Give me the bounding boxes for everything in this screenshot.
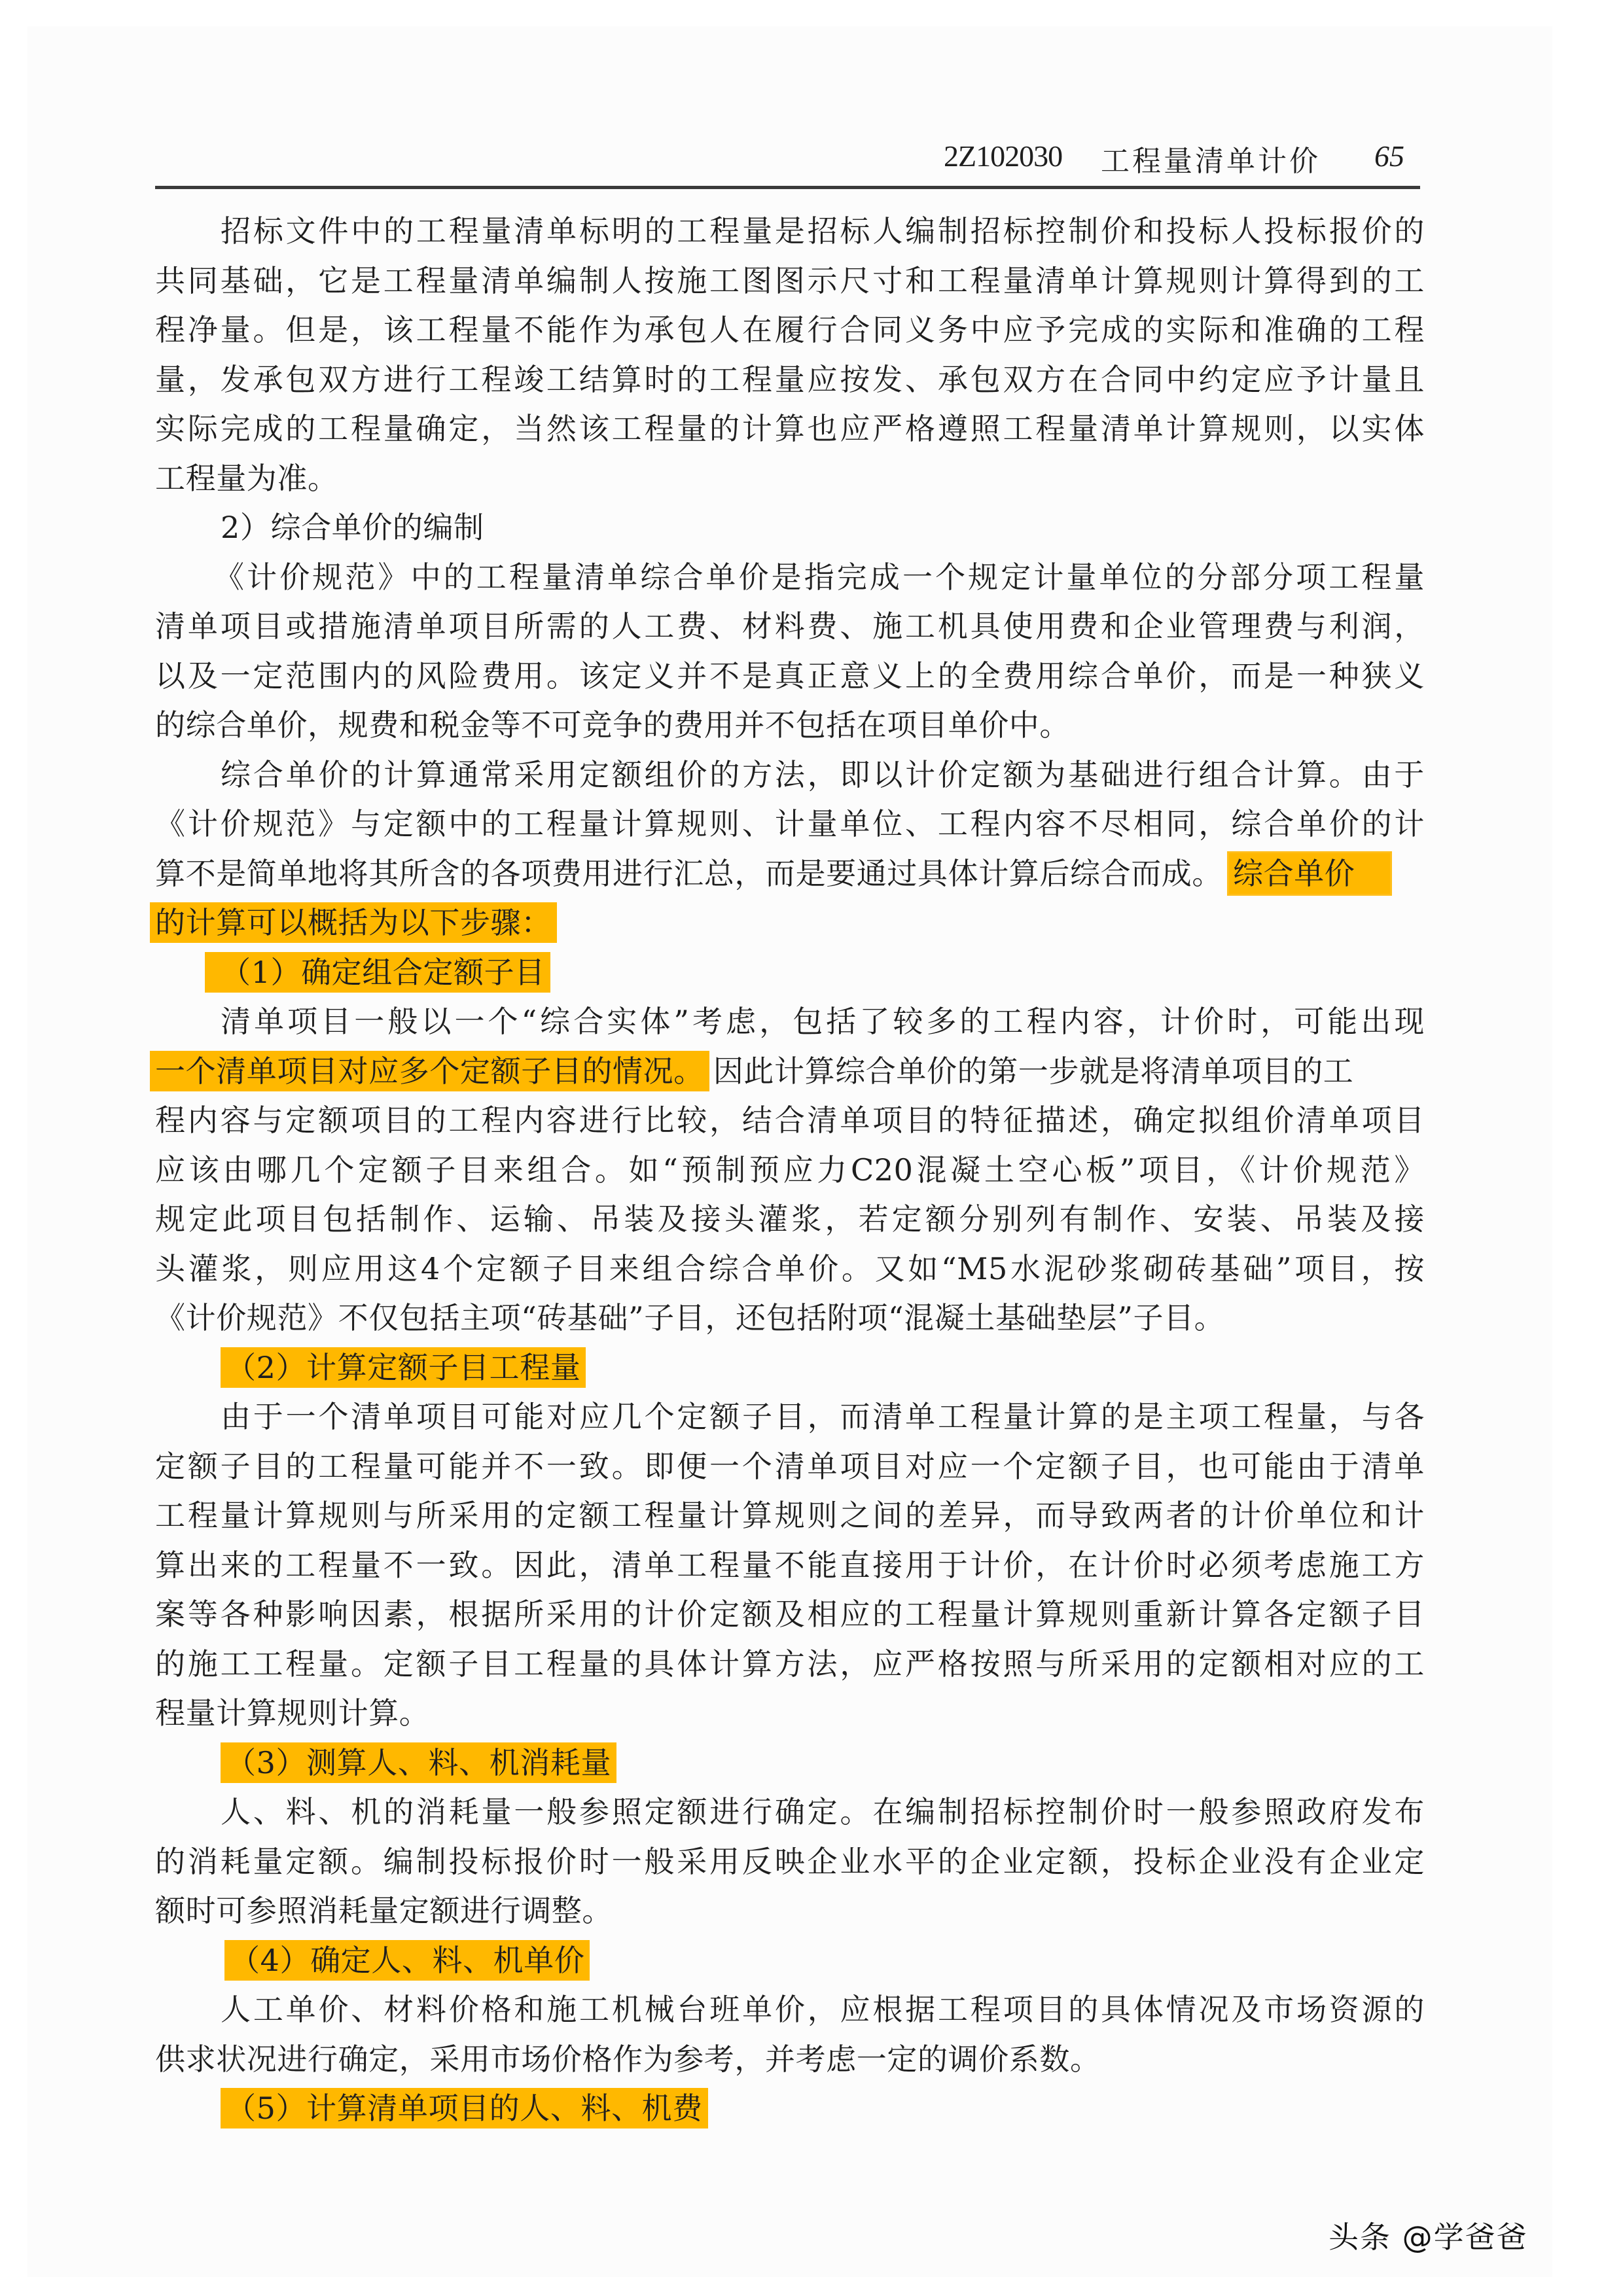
text-line: 定额子目的工程量可能并不一致。即便一个清单项目对应一个定额子目，也可能由于清单 [155, 1448, 1425, 1484]
text-line: 规定此项目包括制作、运输、吊装及接头灌浆，若定额分别列有制作、安装、吊装及接 [155, 1201, 1425, 1237]
text-line: 工程量为准。 [155, 460, 338, 496]
highlighted-text: 综合单价 [1229, 853, 1390, 894]
text-line: 算出来的工程量不一致。因此，清单工程量不能直接用于计价，在计价时必须考虑施工方 [155, 1547, 1425, 1583]
text-line: 人工单价、材料价格和施工机械台班单价，应根据工程项目的具体情况及市场资源的 [221, 1992, 1425, 2027]
text-line: 供求状况进行确定，采用市场价格作为参考，并考虑一定的调价系数。 [155, 2041, 1101, 2077]
text-line [155, 1047, 1425, 1097]
step-heading [155, 1739, 1425, 1788]
highlighted-heading: （5）计算清单项目的人、料、机费 [221, 2088, 708, 2128]
highlighted-heading: （4）确定人、料、机单价 [224, 1940, 590, 1981]
text-line: 量，发承包双方进行工程竣工结算时的工程量应按发、承包双方在合同中约定应予计量且 [155, 361, 1425, 397]
subheading: 2）综合单价的编制 [221, 510, 484, 545]
highlighted-heading: （2）计算定额子目工程量 [221, 1347, 586, 1388]
section-code: 2Z102030 [944, 139, 1063, 173]
highlighted-text: 一个清单项目对应多个定额子目的情况。 [150, 1051, 709, 1091]
section-title: 工程量清单计价 [1101, 145, 1321, 178]
step-heading [155, 1936, 1425, 1986]
text-line: 以及一定范围内的风险费用。该定义并不是真正意义上的全费用综合单价，而是一种狭义 [155, 658, 1425, 694]
text-line: 《计价规范》不仅包括主项“砖基础”子目，还包括附项“混凝土基础垫层”子目。 [155, 1300, 1225, 1335]
text-line: 《计价规范》与定额中的工程量计算规则、计量单位、工程内容不尽相同，综合单价的计 [155, 806, 1425, 841]
text-line: 综合单价的计算通常采用定额组价的方法，即以计价定额为基础进行组合计算。由于 [221, 756, 1425, 792]
text-line: 《计价规范》中的工程量清单综合单价是指完成一个规定计量单位的分部分项工程量 [214, 559, 1425, 595]
text-line: 由于一个清单项目可能对应几个定额子目，而清单工程量计算的是主项工程量，与各 [221, 1399, 1425, 1434]
text-line: 人、料、机的消耗量一般参照定额进行确定。在编制招标控制价时一般参照政府发布 [221, 1794, 1425, 1829]
page-number: 65 [1374, 139, 1404, 173]
text-line: 实际完成的工程量确定，当然该工程量的计算也应严格遵照工程量清单计算规则，以实体 [155, 411, 1425, 446]
text-segment: 算不是简单地将其所含的各项费用进行汇总，而是要通过具体计算后综合而成。 [155, 855, 1222, 891]
text-line: 的消耗量定额。编制投标报价时一般采用反映企业水平的企业定额，投标企业没有企业定 [155, 1843, 1425, 1879]
text-line: 的施工工程量。定额子目工程量的具体计算方法，应严格按照与所采用的定额相对应的工 [155, 1646, 1425, 1682]
text-line: 案等各种影响因素，根据所采用的计价定额及相应的工程量计算规则重新计算各定额子目 [155, 1597, 1425, 1632]
highlighted-text: 的计算可以概括为以下步骤： [150, 902, 557, 943]
text-line: 头灌浆，则应用这4个定额子目来组合综合单价。又如“M5水泥砂浆砌砖基础”项目，按 [155, 1250, 1425, 1286]
highlighted-heading: （1）确定组合定额子目 [205, 952, 550, 993]
step-heading [155, 2084, 1425, 2134]
text-line: 清单项目一般以一个“综合实体”考虑，包括了较多的工程内容，计价时，可能出现 [221, 1004, 1425, 1039]
text-line: 应该由哪几个定额子目来组合。如“预制预应力C20混凝土空心板”项目，《计价规范》 [155, 1152, 1425, 1188]
text-line [155, 849, 1425, 899]
text-line: 清单项目或措施清单项目所需的人工费、材料费、施工机具使用费和企业管理费与利润， [155, 609, 1425, 644]
step-heading [155, 1343, 1425, 1393]
text-line: 的综合单价，规费和税金等不可竞争的费用并不包括在项目单价中。 [155, 707, 1070, 743]
text-line [155, 898, 1425, 948]
text-line: 额时可参照消耗量定额进行调整。 [155, 1893, 613, 1928]
watermark: 头条 @学爸爸 [1329, 2219, 1528, 2255]
text-line: 招标文件中的工程量清单标明的工程量是招标人编制招标控制价和投标人投标报价的 [221, 213, 1425, 249]
text-line: 程内容与定额项目的工程内容进行比较，结合清单项目的特征描述，确定拟组价清单项目 [155, 1103, 1425, 1138]
text-segment: 因此计算综合单价的第一步就是将清单项目的工 [713, 1053, 1354, 1089]
body-text [155, 207, 1425, 2134]
step-heading [155, 948, 1425, 998]
text-line: 共同基础，它是工程量清单编制人按施工图图示尺寸和工程量清单计算规则计算得到的工 [155, 262, 1425, 298]
text-line: 程量计算规则计算。 [155, 1695, 430, 1731]
highlighted-heading: （3）测算人、料、机消耗量 [221, 1742, 616, 1783]
text-line: 程净量。但是，该工程量不能作为承包人在履行合同义务中应予完成的实际和准确的工程 [155, 312, 1425, 347]
running-header [155, 131, 1420, 189]
text-line: 工程量计算规则与所采用的定额工程量计算规则之间的差异，而导致两者的计价单位和计 [155, 1498, 1425, 1533]
